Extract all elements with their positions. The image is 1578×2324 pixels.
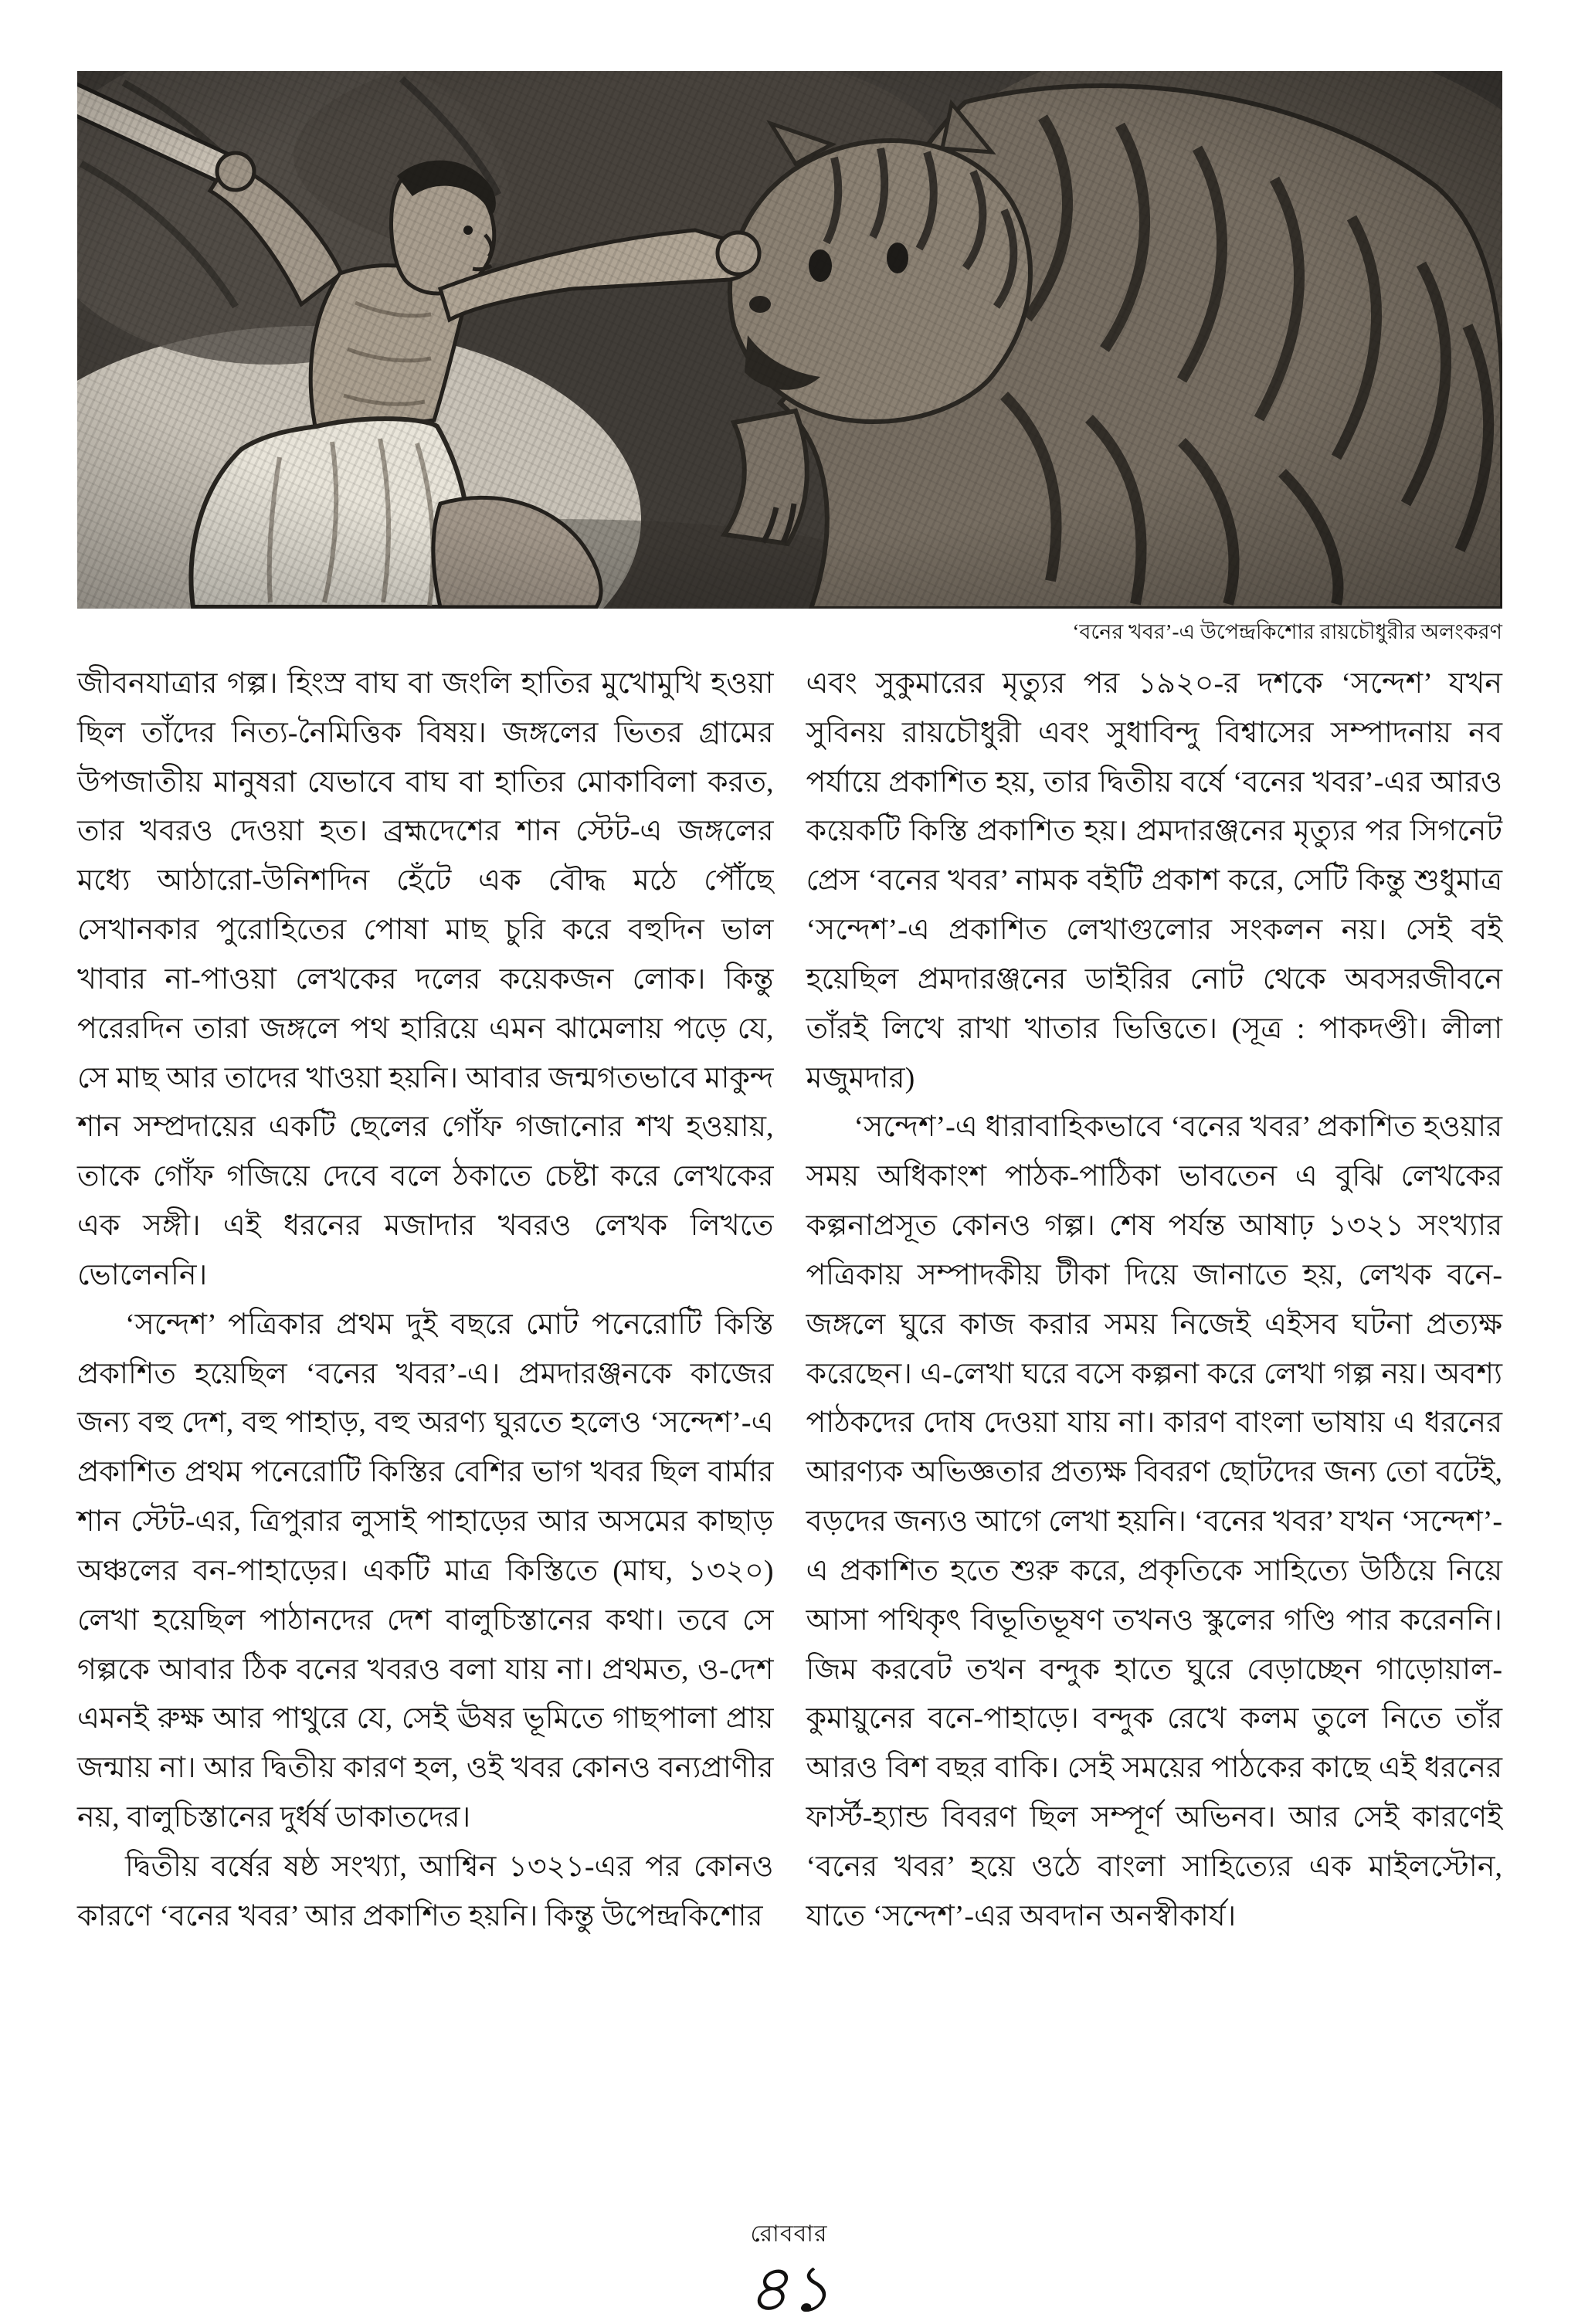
illustration-caption: ‘বনের খবর’-এ উপেন্দ্রকিশোর রায়চৌধুরীর অলংকরণ <box>1072 620 1502 643</box>
man-fist <box>718 232 759 274</box>
right-column <box>806 660 1503 1942</box>
man-hand-grip <box>217 153 254 190</box>
paragraph: ‘সন্দেশ’ পত্রিকার প্রথম দুই বছরে মোট পনেরোটি কিস্তি প্রকাশিত হয়েছিল ‘বনের খবর’-এ। প্রমদারঞ্জনকে কাজের জন্য বহু দেশ, বহু পাহাড়, বহু অরণ্য ঘুরতে হলেও ‘সন্দেশ’-এ প্রকাশিত প্রথম পনেরোটি কিস্তির বেশির ভাগ খবর ছিল বার্মার শান স্টেট-এর, ত্রিপুরার লুসাই পাহাড়ের আর অসমের কাছাড় অঞ্চলের বন-পাহাড়ের। একটি মাত্র কিস্তিতে (মাঘ, ১৩২০) লেখা হয়েছিল পাঠানদের দেশ বালুচিস্তানের কথা। তবে সে গল্পকে আবার ঠিক বনের খবরও বলা যায় না। প্রথমত, ও-দেশ এমনই রুক্ষ আর পাথুরে যে, সেই ঊষর ভূমিতে গাছপালা প্রায় জন্মায় না। আর দ্বিতীয় কারণ হল, ওই খবর কোনও বন্যপ্রাণীর নয়, বালুচিস্তানের দুর্ধর্ষ ডাকাতদের। <box>77 1308 774 1834</box>
tiger-eye <box>809 249 832 282</box>
paragraph: এবং সুকুমারের মৃত্যুর পর ১৯২০-র দশকে ‘সন্দেশ’ যখন সুবিনয় রায়চৌধুরী এবং সুধাবিন্দু বিশ্বাসের সম্পাদনায় নব পর্যায়ে প্রকাশিত হয়, তার দ্বিতীয় বর্ষে ‘বনের খবর’-এর আরও কয়েকটি কিস্তি প্রকাশিত হয়। প্রমদারঞ্জনের মৃত্যুর পর সিগনেট প্রেস ‘বনের খবর’ নামক বইটি প্রকাশ করে, সেটি কিন্তু শুধুমাত্র ‘সন্দেশ’-এ প্রকাশিত লেখাগুলোর সংকলন নয়। সেই বই হয়েছিল প্রমদারঞ্জনের ডাইরির নোট থেকে অবসরজীবনে তাঁরই লিখে রাখা খাতার ভিত্তিতে। (সূত্র : পাকদণ্ডী। লীলা মজুমদার) <box>806 667 1502 1094</box>
paragraph: জীবনযাত্রার গল্প। হিংস্র বাঘ বা জংলি হাতির মুখোমুখি হওয়া ছিল তাঁদের নিত্য-নৈমিত্তিক বিষয়। জঙ্গলের ভিতর গ্রামের উপজাতীয় মানুষরা যেভাবে বাঘ বা হাতির মোকাবিলা করত, তার খবরও দেওয়া হত। ব্রহ্মদেশের শান স্টেট-এ জঙ্গলের মধ্যে আঠারো-উনিশদিন হেঁটে এক বৌদ্ধ মঠে পৌঁছে সেখানকার পুরোহিতের পোষা মাছ চুরি করে বহুদিন ভাল খাবার না-পাওয়া লেখকের দলের কয়েকজন লোক। কিন্তু পরেরদিন তারা জঙ্গলে পথ হারিয়ে এমন ঝামেলায় পড়ে যে, সে মাছ আর তাদের খাওয়া হয়নি। আবার জন্মগতভাবে মাকুন্দ শান সম্প্রদায়ের একটি ছেলের গোঁফ গজানোর শখ হওয়ায়, তাকে গোঁফ গজিয়ে দেবে বলে ঠকাতে চেষ্টা করে লেখকের এক সঙ্গী। এই ধরনের মজাদার খবরও লেখক লিখতে ভোলেননি। <box>77 667 774 1291</box>
article-body <box>77 660 1502 1942</box>
illustration-art <box>77 71 1502 609</box>
tiger-figure <box>725 86 1502 609</box>
man-eye <box>463 226 473 235</box>
illustration-svg <box>77 71 1502 609</box>
left-column <box>77 660 774 1942</box>
section-title: রোববার <box>750 2221 828 2247</box>
page-number: ৪১ <box>746 2251 831 2324</box>
paragraph: দ্বিতীয় বর্ষের ষষ্ঠ সংখ্যা, আশ্বিন ১৩২১-এর পর কোনও কারণে ‘বনের খবর’ আর প্রকাশিত হয়নি। কিন্তু উপেন্দ্রকিশোর <box>77 1850 774 1932</box>
page-footer <box>0 2215 1578 2324</box>
tiger-nose <box>749 296 771 313</box>
paragraph: ‘সন্দেশ’-এ ধারাবাহিকভাবে ‘বনের খবর’ প্রকাশিত হওয়ার সময় অধিকাংশ পাঠক-পাঠিকা ভাবতেন এ বুঝি লেখকের কল্পনাপ্রসূত কোনও গল্প। শেষ পর্যন্ত আষাঢ় ১৩২১ সংখ্যার পত্রিকায় সম্পাদকীয় টীকা দিয়ে জানাতে হয়, লেখক বনে-জঙ্গলে ঘুরে কাজ করার সময় নিজেই এইসব ঘটনা প্রত্যক্ষ করেছেন। এ-লেখা ঘরে বসে কল্পনা করে লেখা গল্প নয়। অবশ্য পাঠকদের দোষ দেওয়া যায় না। কারণ বাংলা ভাষায় এ ধরনের আরণ্যক অভিজ্ঞতার প্রত্যক্ষ বিবরণ ছোটদের জন্য তো বটেই, বড়দের জন্যও আগে লেখা হয়নি। ‘বনের খবর’ যখন ‘সন্দেশ’-এ প্রকাশিত হতে শুরু করে, প্রকৃতিকে সাহিত্যে উঠিয়ে নিয়ে আসা পথিকৃৎ বিভূতিভূষণ তখনও স্কুলের গণ্ডি পার করেননি। জিম করবেট তখন বন্দুক হাতে ঘুরে বেড়াচ্ছেন গাড়োয়াল-কুমায়ুনের বনে-পাহাড়ে। বন্দুক রেখে কলম তুলে নিতে তাঁর আরও বিশ বছর বাকি। সেই সময়ের পাঠকের কাছে এই ধরনের ফার্স্ট-হ্যান্ড বিবরণ ছিল সম্পূর্ণ অভিনব। আর সেই কারণেই ‘বনের খবর’ হয়ে ওঠে বাংলা সাহিত্যের এক মাইলস্টোন, যাতে ‘সন্দেশ’-এর অবদান অনস্বীকার্য। <box>806 1111 1502 1932</box>
illustration-man-vs-tiger <box>77 71 1502 609</box>
